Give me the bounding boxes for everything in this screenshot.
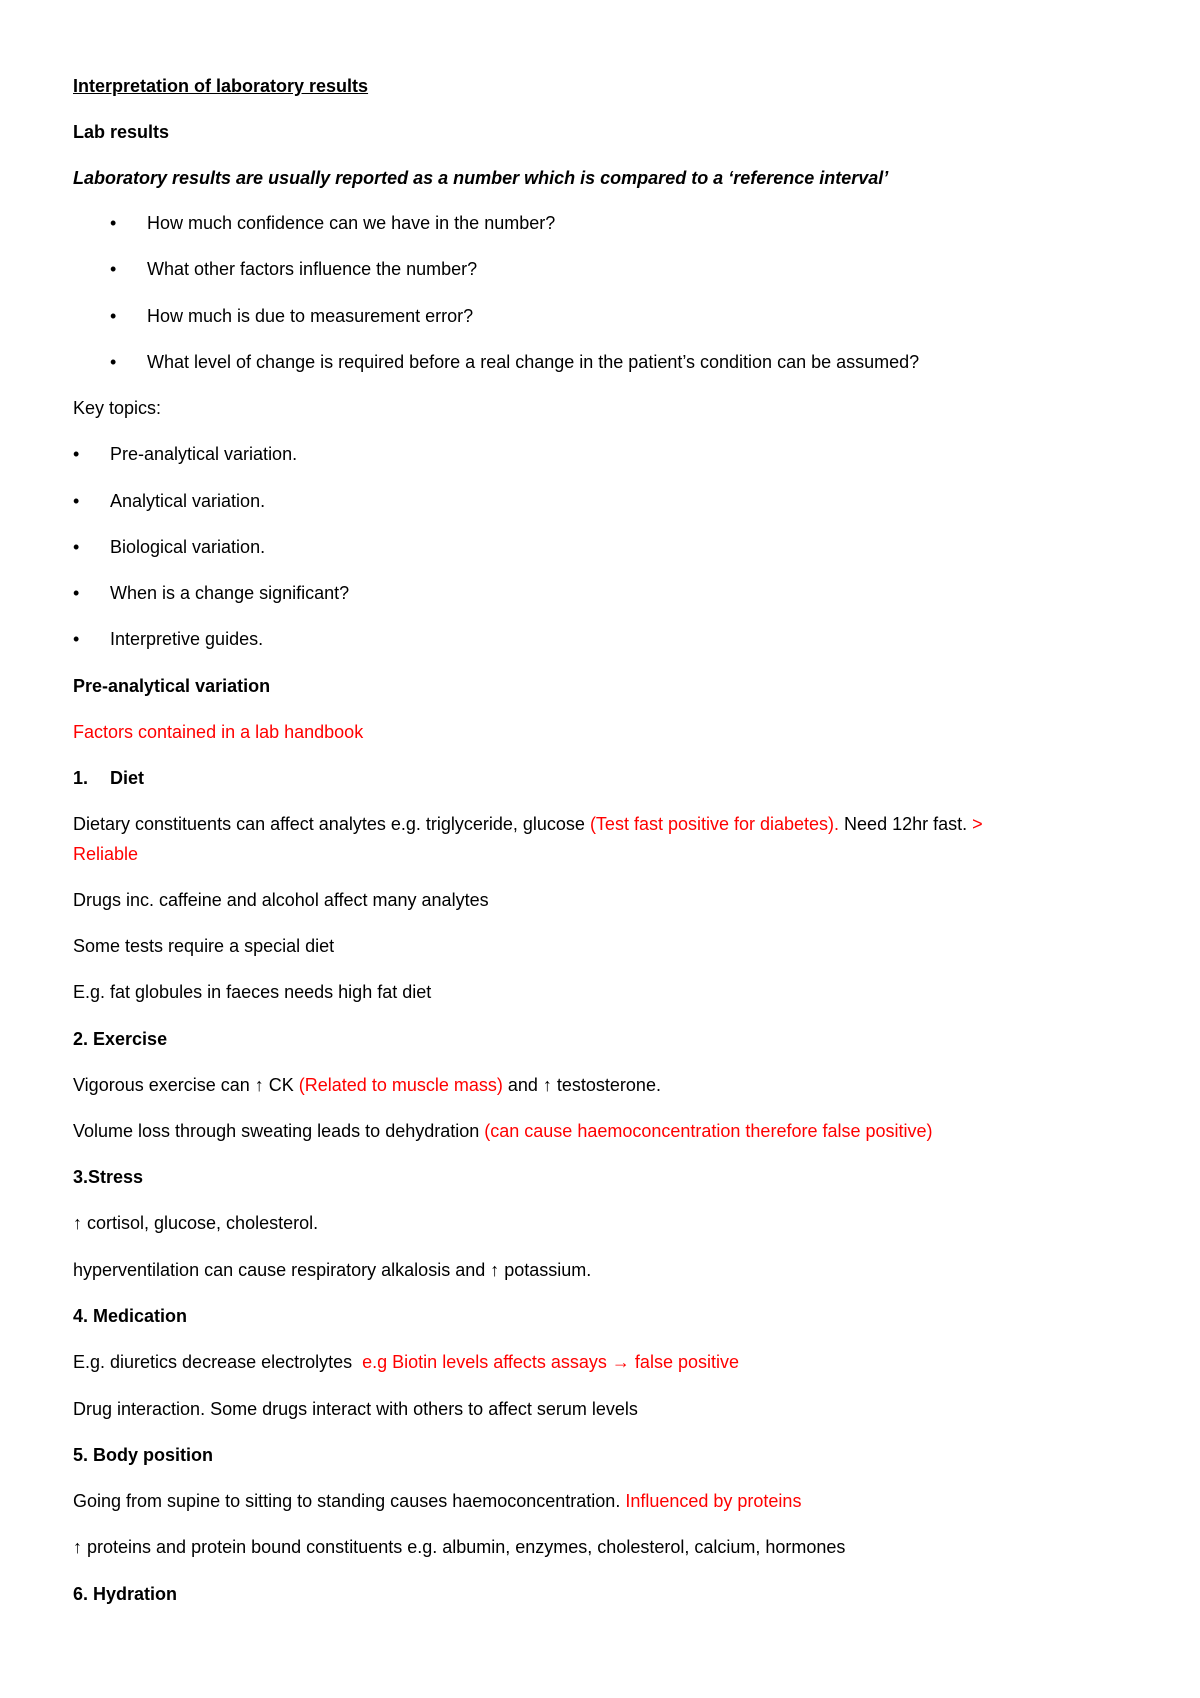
bullet: • (73, 444, 80, 464)
intro-text: Laboratory results are usually reported as a number which is compared to a ‘reference interval’ (73, 168, 889, 188)
diet-text-b: Need 12hr fast. (839, 814, 973, 834)
exercise-text-b: and ↑ testosterone. (502, 1075, 661, 1095)
exercise-line-2 (73, 1117, 933, 1145)
medication-line-2: Drug interaction. Some drugs interact with others to affect serum levels (73, 1399, 638, 1419)
stress-heading: 3.Stress (73, 1167, 144, 1187)
bullet: • (110, 352, 117, 372)
factors-note: Factors contained in a lab handbook (73, 722, 364, 742)
bullet: • (73, 583, 80, 603)
exercise-text-red: (Related to muscle mass) (298, 1075, 503, 1095)
bullet: • (110, 306, 117, 326)
bullet: • (110, 213, 117, 233)
stress-line-1: ↑ cortisol, glucose, cholesterol. (73, 1213, 319, 1233)
body-position-line-1 (73, 1487, 801, 1515)
medication-heading: 4. Medication (73, 1306, 188, 1326)
list-item: What level of change is required before a real change in the patient’s condition can be assumed? (147, 352, 920, 372)
bullet: • (73, 537, 80, 557)
pre-analytical-heading: Pre-analytical variation (73, 676, 271, 696)
list-item: How much is due to measurement error? (147, 306, 474, 326)
list-item: Pre-analytical variation. (110, 444, 298, 464)
diet-number: 1. (73, 768, 89, 788)
body-position-line-2: ↑ proteins and protein bound constituents e.g. albumin, enzymes, cholesterol, calcium, hormones (73, 1537, 846, 1557)
exercise-line-1 (73, 1071, 661, 1099)
diet-text-a: Dietary constituents can affect analytes e.g. triglyceride, glucose (73, 814, 590, 834)
body-text-red: Influenced by proteins (625, 1491, 802, 1511)
document-title: Interpretation of laboratory results (73, 76, 369, 96)
exercise-text-red: (can cause haemoconcentration therefore false positive) (484, 1121, 933, 1141)
list-item: When is a change significant? (110, 583, 350, 603)
diet-line-1 (73, 810, 983, 838)
exercise-heading: 2. Exercise (73, 1029, 168, 1049)
bullet: • (73, 491, 80, 511)
key-topics-label: Key topics: (73, 398, 162, 418)
lab-results-heading: Lab results (73, 122, 170, 142)
diet-line-3: Some tests require a special diet (73, 936, 335, 956)
list-item: What other factors influence the number? (147, 259, 478, 279)
medication-text-red: e.g Biotin levels affects assays → false positive (362, 1352, 739, 1372)
list-item: Analytical variation. (110, 491, 266, 511)
diet-text-arrow: > (972, 814, 983, 834)
bullet: • (73, 629, 80, 649)
stress-line-2: hyperventilation can cause respiratory alkalosis and ↑ potassium. (73, 1260, 592, 1280)
list-item: Interpretive guides. (110, 629, 264, 649)
medication-line-1 (73, 1348, 739, 1376)
body-text-a: Going from supine to sitting to standing causes haemoconcentration. (73, 1491, 626, 1511)
hydration-heading: 6. Hydration (73, 1584, 178, 1604)
diet-title: Diet (110, 768, 145, 788)
diet-text-red: (Test fast positive for diabetes). (589, 814, 840, 834)
exercise-text-a: Volume loss through sweating leads to dehydration (73, 1121, 485, 1141)
diet-line-4: E.g. fat globules in faeces needs high fat diet (73, 982, 432, 1002)
diet-line-2: Drugs inc. caffeine and alcohol affect many analytes (73, 890, 489, 910)
exercise-text-a: Vigorous exercise can ↑ CK (73, 1075, 299, 1095)
list-item: Biological variation. (110, 537, 266, 557)
body-position-heading: 5. Body position (73, 1445, 214, 1465)
medication-text-a: E.g. diuretics decrease electrolytes (73, 1352, 363, 1372)
bullet: • (110, 259, 117, 279)
diet-line-1-wrap: Reliable (73, 844, 139, 864)
list-item: How much confidence can we have in the number? (147, 213, 556, 233)
